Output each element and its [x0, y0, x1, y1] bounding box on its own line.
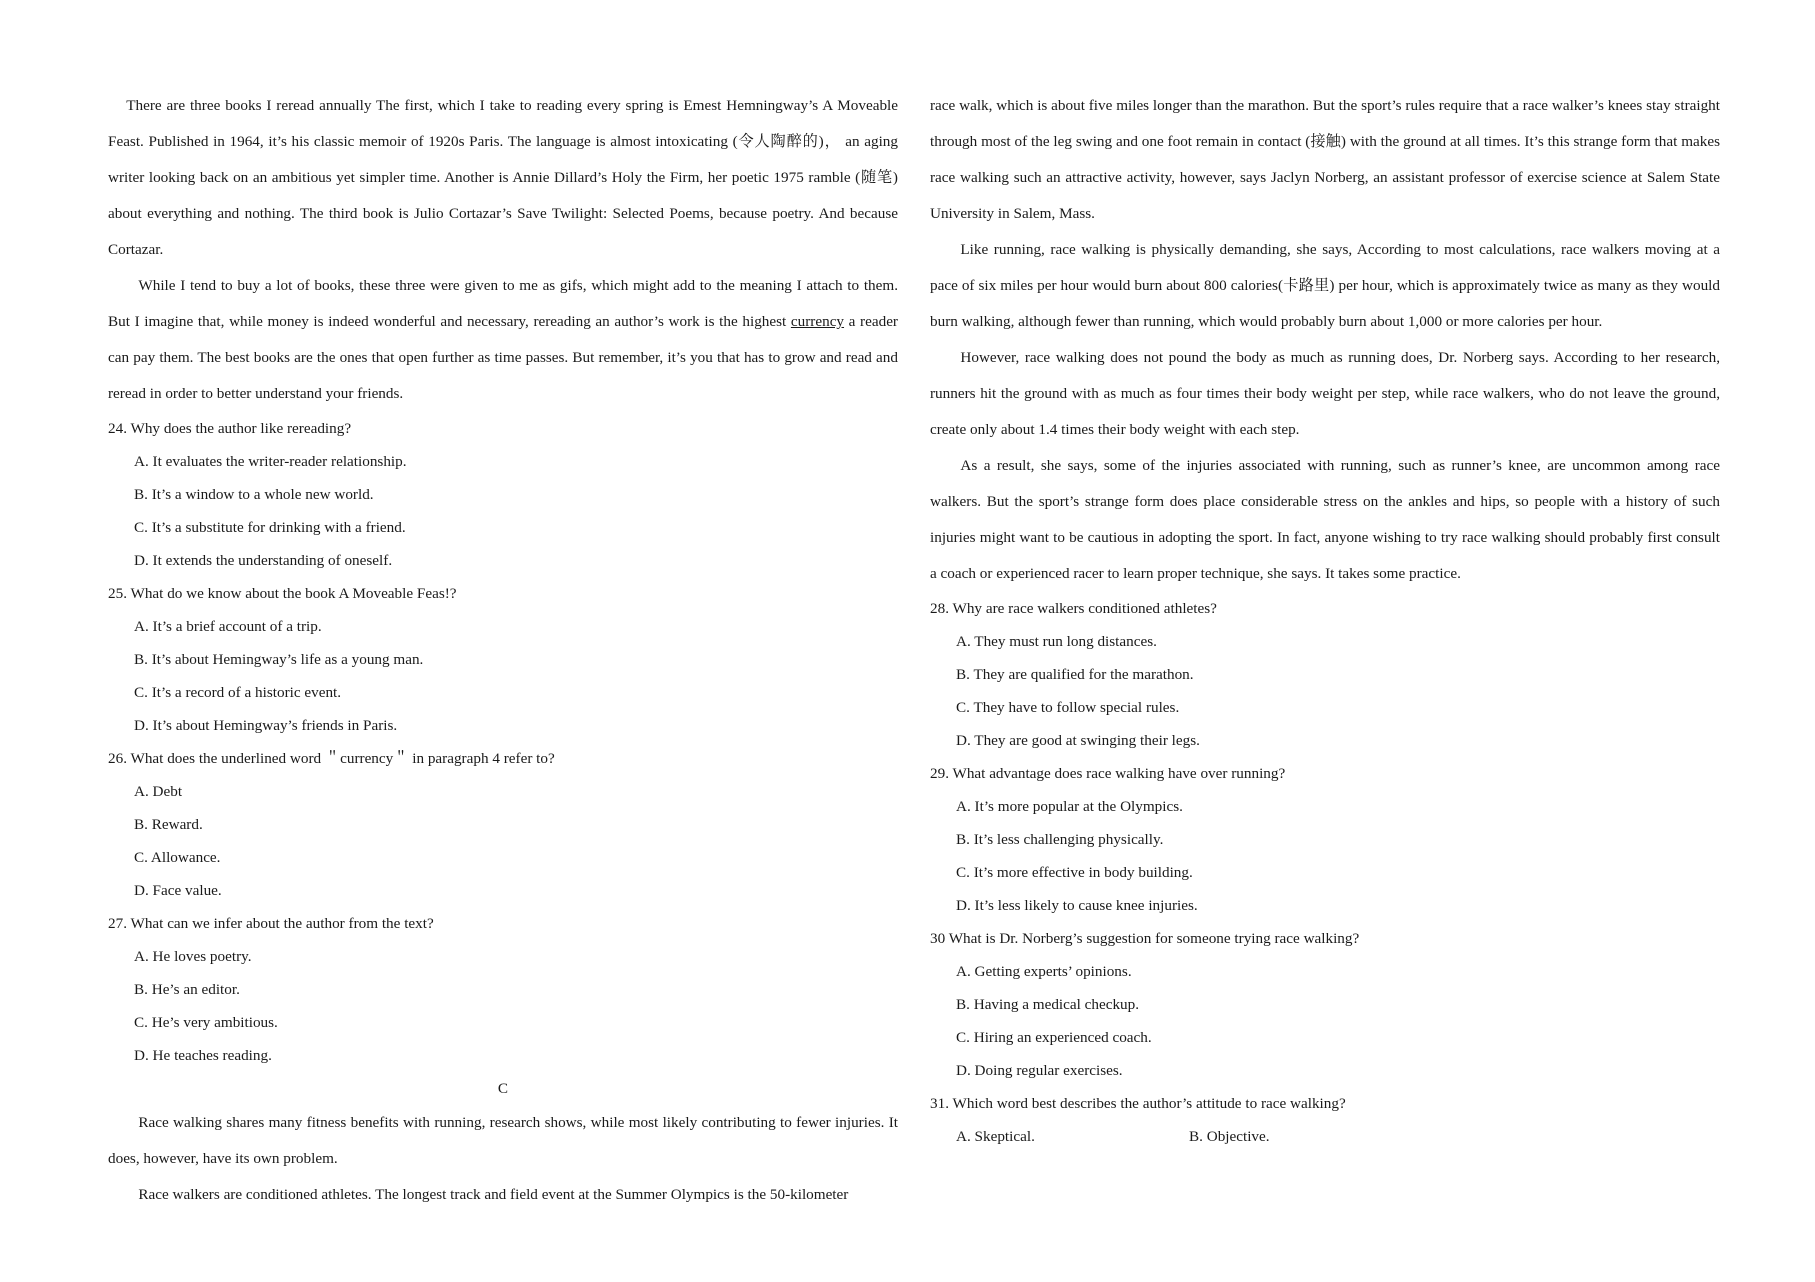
question-stem: 29. What advantage does race walking have over running? — [930, 765, 1286, 782]
question-stem: 26. What does the underlined word ＂currency＂ in paragraph 4 refer to? — [108, 750, 555, 767]
passage-c-paragraph-3: Like running, race walking is physically demanding, she says, According to most calculations, race walkers moving at a pace of six miles per hour would burn about 800 calories(卡路里) per hour, which is approximately twice as many as they would burn walking, although fewer than running, which would probably burn about 1,000 or more calories per hour. — [930, 241, 1720, 330]
option-c: C. It’s a substitute for drinking with a friend. — [134, 519, 406, 536]
option-b: B. Reward. — [134, 816, 203, 833]
option-a: A. It’s more popular at the Olympics. — [956, 798, 1183, 815]
option-b: B. It’s a window to a whole new world. — [134, 486, 374, 503]
right-column — [930, 88, 1720, 1153]
question-stem: 28. Why are race walkers conditioned athletes? — [930, 600, 1217, 617]
option-b: B. Having a medical checkup. — [956, 996, 1140, 1013]
option-b: B. Objective. — [1189, 1128, 1270, 1145]
question-stem: 30 What is Dr. Norberg’s suggestion for someone trying race walking? — [930, 930, 1360, 947]
question-31 — [930, 1087, 1720, 1153]
question-26 — [108, 742, 898, 907]
option-b: B. It’s about Hemingway’s life as a young man. — [134, 651, 424, 668]
option-c: C. They have to follow special rules. — [956, 699, 1180, 716]
paragraph-2-text-after: a reader can pay them. The best books are the ones that open further as time passes. But remember, it’s you that has to grow and read and reread in order to better understand your friends. — [108, 313, 898, 402]
option-d: D. He teaches reading. — [134, 1047, 272, 1064]
passage-b-paragraph-1: There are three books I reread annually The first, which I take to reading every spring is Emest Hemningway’s A Moveable Feast. Published in 1964, it’s his classic memoir of 1920s Paris. The language is almost intoxicating (令人陶醉的)， an aging writer looking back on an ambitious yet simpler time. Another is Annie Dillard’s Holy the Firm, her poetic 1975 ramble (随笔) about everything and nothing. The third book is Julio Cortazar’s Save Twilight: Selected Poems, because poetry. And because Cortazar. — [108, 97, 898, 258]
option-c: C. Hiring an experienced coach. — [956, 1029, 1152, 1046]
passage-c-paragraph-1: Race walking shares many fitness benefits with running, research shows, while most likely contributing to fewer injuries. It does, however, have its own problem. — [108, 1114, 898, 1167]
option-b: B. They are qualified for the marathon. — [956, 666, 1194, 683]
passage-b-paragraph-2 — [108, 268, 898, 412]
options-row — [930, 1120, 1720, 1153]
section-c-heading: C — [497, 1080, 509, 1097]
option-b: B. He’s an editor. — [134, 981, 240, 998]
question-28 — [930, 592, 1720, 757]
option-d: D. They are good at swinging their legs. — [956, 732, 1200, 749]
question-30 — [930, 922, 1720, 1087]
question-29 — [930, 757, 1720, 922]
question-stem: 31. Which word best describes the author’s attitude to race walking? — [930, 1095, 1346, 1112]
option-d: D. It’s about Hemingway’s friends in Paris. — [134, 717, 398, 734]
passage-c-paragraph-4: However, race walking does not pound the body as much as running does, Dr. Norberg says. According to her research, runners hit the ground with as much as four times their body weight per step, while race walkers, who do not leave the ground, create only about 1.4 times their body weight with each step. — [930, 349, 1720, 438]
question-25 — [108, 577, 898, 742]
question-27 — [108, 907, 898, 1072]
question-stem: 24. Why does the author like rereading? — [108, 420, 352, 437]
option-a: A. Getting experts’ opinions. — [956, 963, 1132, 980]
option-d: D. Doing regular exercises. — [956, 1062, 1123, 1079]
question-stem: 27. What can we infer about the author from the text? — [108, 915, 434, 932]
option-d: D. It extends the understanding of oneself. — [134, 552, 393, 569]
option-b: B. It’s less challenging physically. — [956, 831, 1164, 848]
option-a: A. It evaluates the writer-reader relationship. — [134, 453, 407, 470]
passage-c-paragraph-2-continued: race walk, which is about five miles longer than the marathon. But the sport’s rules require that a race walker’s knees stay straight through most of the leg swing and one foot remain in contact (接触) with the ground at all times. It’s this strange form that makes race walking such an attractive activity, however, says Jaclyn Norberg, an assistant professor of exercise science at Salem State University in Salem, Mass. — [930, 97, 1720, 222]
option-c: C. It’s more effective in body building. — [956, 864, 1193, 881]
option-c: C. He’s very ambitious. — [134, 1014, 278, 1031]
question-24 — [108, 412, 898, 577]
paragraph-2-text-before: While I tend to buy a lot of books, these three were given to me as gifs, which might add to the meaning I attach to them. But I imagine that, while money is indeed wonderful and necessary, rereading an author’s work is the highest — [108, 277, 898, 330]
option-c: C. It’s a record of a historic event. — [134, 684, 342, 701]
option-d: D. Face value. — [134, 882, 222, 899]
option-a: A. Skeptical. — [956, 1128, 1035, 1145]
passage-c-paragraph-5: As a result, she says, some of the injuries associated with running, such as runner’s knee, are uncommon among race walkers. But the sport’s strange form does place considerable stress on the ankles and hips, so people with a history of such injuries might want to be cautious in adopting the sport. In fact, anyone wishing to try race walking should probably first consult a coach or experienced racer to learn proper technique, she says. It takes some practice. — [930, 457, 1720, 582]
option-a: A. He loves poetry. — [134, 948, 252, 965]
underlined-word-currency: currency — [790, 313, 845, 330]
option-c: C. Allowance. — [134, 849, 221, 866]
option-a: A. Debt — [134, 783, 183, 800]
option-a: A. They must run long distances. — [956, 633, 1157, 650]
left-column — [108, 88, 898, 1213]
option-a: A. It’s a brief account of a trip. — [134, 618, 322, 635]
question-stem: 25. What do we know about the book A Moveable Feas!? — [108, 585, 457, 602]
option-d: D. It’s less likely to cause knee injuries. — [956, 897, 1198, 914]
passage-c-paragraph-2: Race walkers are conditioned athletes. The longest track and field event at the Summer Olympics is the 50-kilometer — [138, 1186, 849, 1203]
